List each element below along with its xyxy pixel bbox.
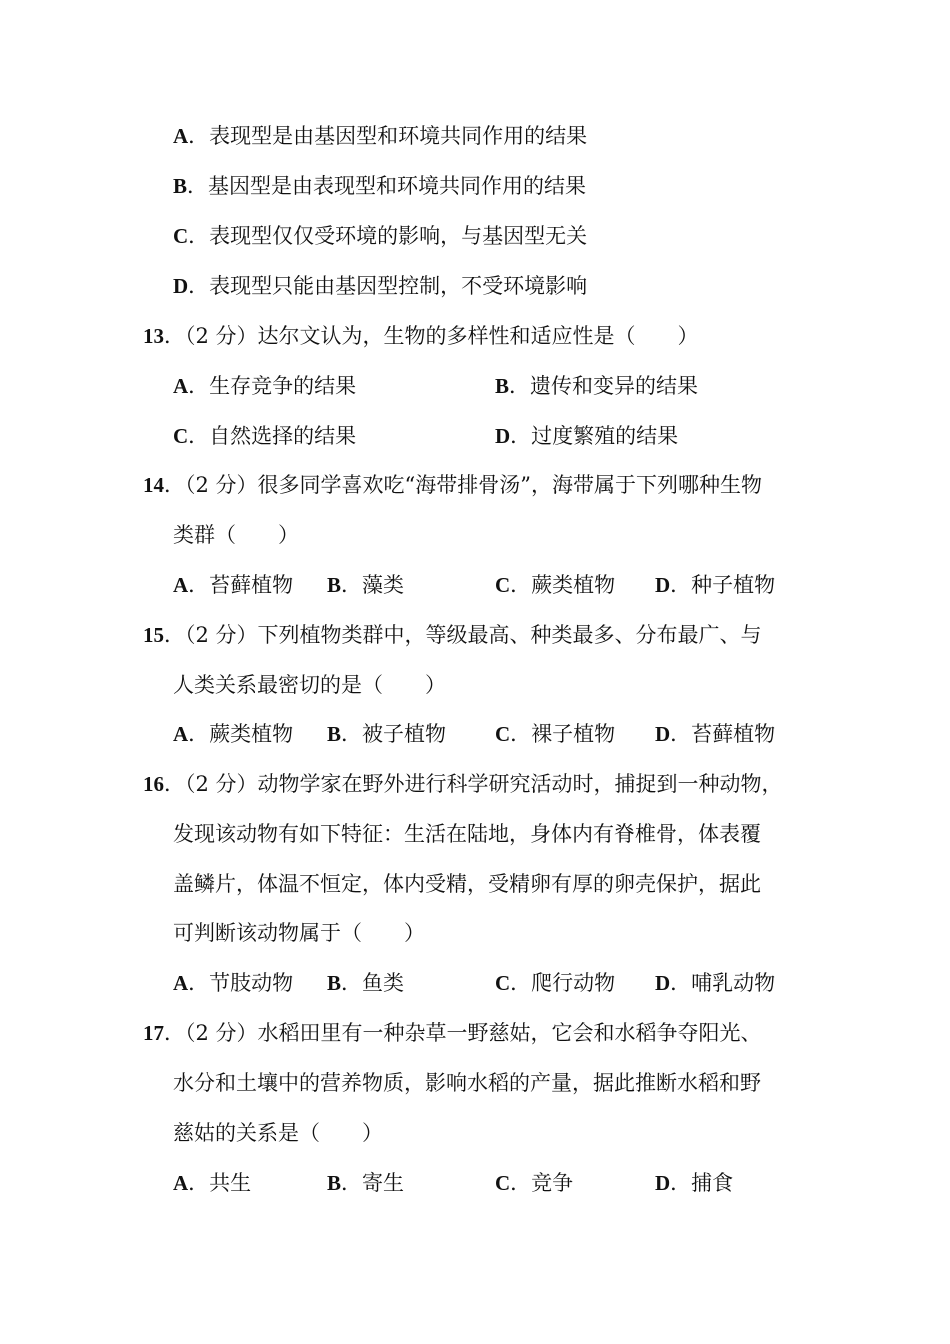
q17-stem-line-2: 水分和土壤中的营养物质，影响水稻的产量，据此推断水稻和野	[173, 1071, 761, 1095]
q17-stem: 17．（2 分）水稻田里有一种杂草一野慈姑，它会和水稻争夺阳光、	[143, 1021, 762, 1045]
q15-option-a: A．蕨类植物	[173, 722, 294, 746]
q12-option-d: D．表现型只能由基因型控制，不受环境影响	[173, 274, 588, 298]
q16-stem-line-2: 发现该动物有如下特征：生活在陆地，身体内有脊椎骨，体表覆	[173, 822, 761, 846]
q16-option-a: A．节肢动物	[173, 971, 294, 995]
option-text: 鱼类	[362, 971, 405, 995]
option-label: D	[495, 424, 511, 448]
q17-option-b: B．寄生	[327, 1171, 405, 1195]
q12-option-b: B．基因型是由表现型和环境共同作用的结果	[173, 174, 587, 198]
option-text: 捕食	[691, 1171, 734, 1195]
q15-option-b: B．被子植物	[327, 722, 447, 746]
q14-option-b: B．藻类	[327, 573, 405, 597]
option-label: C	[173, 224, 189, 248]
option-text: 种子植物	[691, 573, 776, 597]
question-score: （2 分）	[185, 473, 258, 497]
question-score: （2 分）	[185, 1021, 258, 1045]
question-number: 14	[143, 473, 164, 497]
q14-option-a: A．苔藓植物	[173, 573, 294, 597]
question-stem: 动物学家在野外进行科学研究活动时，捕捉到一种动物，	[257, 772, 783, 796]
option-text: 遗传和变异的结果	[530, 374, 699, 398]
question-stem: 水稻田里有一种杂草一野慈姑，它会和水稻争夺阳光、	[257, 1021, 762, 1045]
option-label: C	[173, 424, 189, 448]
option-label: B	[327, 971, 342, 995]
option-text: 表现型是由基因型和环境共同作用的结果	[209, 124, 588, 148]
q17-option-c: C．竞争	[495, 1171, 574, 1195]
option-label: A	[173, 124, 189, 148]
option-text: 裸子植物	[531, 722, 616, 746]
question-number: 15	[143, 623, 164, 647]
q13-option-b: B．遗传和变异的结果	[495, 374, 699, 398]
question-score: （2 分）	[185, 623, 258, 647]
option-label: B	[327, 722, 342, 746]
option-label: B	[327, 573, 342, 597]
question-stem: 达尔文认为，生物的多样性和适应性是（ ）	[257, 324, 699, 348]
option-text: 基因型是由表现型和环境共同作用的结果	[208, 174, 587, 198]
option-label: C	[495, 573, 511, 597]
option-label: D	[655, 1171, 671, 1195]
option-label: A	[173, 374, 189, 398]
question-stem: 下列植物类群中，等级最高、种类最多、分布最广、与	[257, 623, 762, 647]
q13-option-d: D．过度繁殖的结果	[495, 424, 679, 448]
option-label: A	[173, 573, 189, 597]
q14-option-d: D．种子植物	[655, 573, 776, 597]
option-text: 过度繁殖的结果	[531, 424, 679, 448]
q16-stem: 16．（2 分）动物学家在野外进行科学研究活动时，捕捉到一种动物，	[143, 772, 783, 796]
option-text: 苔藓植物	[691, 722, 776, 746]
q14-stem-line-2: 类群（ ）	[173, 523, 299, 547]
option-label: C	[495, 1171, 511, 1195]
q14-stem: 14．（2 分）很多同学喜欢吃“海带排骨汤”，海带属于下列哪种生物	[143, 473, 763, 497]
option-text: 节肢动物	[209, 971, 294, 995]
option-text: 藻类	[362, 573, 405, 597]
q15-option-c: C．裸子植物	[495, 722, 616, 746]
q15-stem: 15．（2 分）下列植物类群中，等级最高、种类最多、分布最广、与	[143, 623, 762, 647]
question-stem: 很多同学喜欢吃“海带排骨汤”，海带属于下列哪种生物	[257, 473, 763, 497]
q15-stem-line-2: 人类关系最密切的是（ ）	[173, 673, 446, 697]
option-label: C	[495, 971, 511, 995]
option-text: 蕨类植物	[531, 573, 616, 597]
option-label: B	[495, 374, 510, 398]
q12-option-c: C．表现型仅仅受环境的影响，与基因型无关	[173, 224, 588, 248]
q13-option-c: C．自然选择的结果	[173, 424, 357, 448]
q17-stem-line-3: 慈姑的关系是（ ）	[173, 1121, 383, 1145]
q17-option-d: D．捕食	[655, 1171, 734, 1195]
option-label: A	[173, 722, 189, 746]
option-text: 自然选择的结果	[209, 424, 357, 448]
option-text: 寄生	[362, 1171, 405, 1195]
question-number: 17	[143, 1021, 164, 1045]
option-label: A	[173, 1171, 189, 1195]
option-text: 表现型只能由基因型控制，不受环境影响	[209, 274, 588, 298]
q12-option-a: A．表现型是由基因型和环境共同作用的结果	[173, 124, 588, 148]
option-text: 共生	[209, 1171, 252, 1195]
option-label: D	[655, 573, 671, 597]
option-text: 表现型仅仅受环境的影响，与基因型无关	[209, 224, 588, 248]
option-label: C	[495, 722, 511, 746]
q16-option-d: D．哺乳动物	[655, 971, 776, 995]
question-number: 13	[143, 324, 164, 348]
q16-stem-line-3: 盖鳞片，体温不恒定，体内受精，受精卵有厚的卵壳保护，据此	[173, 872, 761, 896]
question-number: 16	[143, 772, 164, 796]
option-label: B	[173, 174, 188, 198]
question-score: （2 分）	[185, 324, 258, 348]
option-text: 苔藓植物	[209, 573, 294, 597]
q14-option-c: C．蕨类植物	[495, 573, 616, 597]
option-label: D	[655, 722, 671, 746]
q16-option-c: C．爬行动物	[495, 971, 616, 995]
option-text: 生存竞争的结果	[209, 374, 357, 398]
option-text: 被子植物	[362, 722, 447, 746]
option-text: 哺乳动物	[691, 971, 776, 995]
option-label: D	[173, 274, 189, 298]
option-label: B	[327, 1171, 342, 1195]
q16-option-b: B．鱼类	[327, 971, 405, 995]
option-label: D	[655, 971, 671, 995]
q17-option-a: A．共生	[173, 1171, 252, 1195]
option-text: 蕨类植物	[209, 722, 294, 746]
q13-stem: 13．（2 分）达尔文认为，生物的多样性和适应性是（ ）	[143, 324, 699, 348]
question-score: （2 分）	[185, 772, 258, 796]
q16-stem-line-4: 可判断该动物属于（ ）	[173, 921, 425, 945]
q13-option-a: A．生存竞争的结果	[173, 374, 357, 398]
q15-option-d: D．苔藓植物	[655, 722, 776, 746]
option-text: 竞争	[531, 1171, 574, 1195]
option-label: A	[173, 971, 189, 995]
option-text: 爬行动物	[531, 971, 616, 995]
